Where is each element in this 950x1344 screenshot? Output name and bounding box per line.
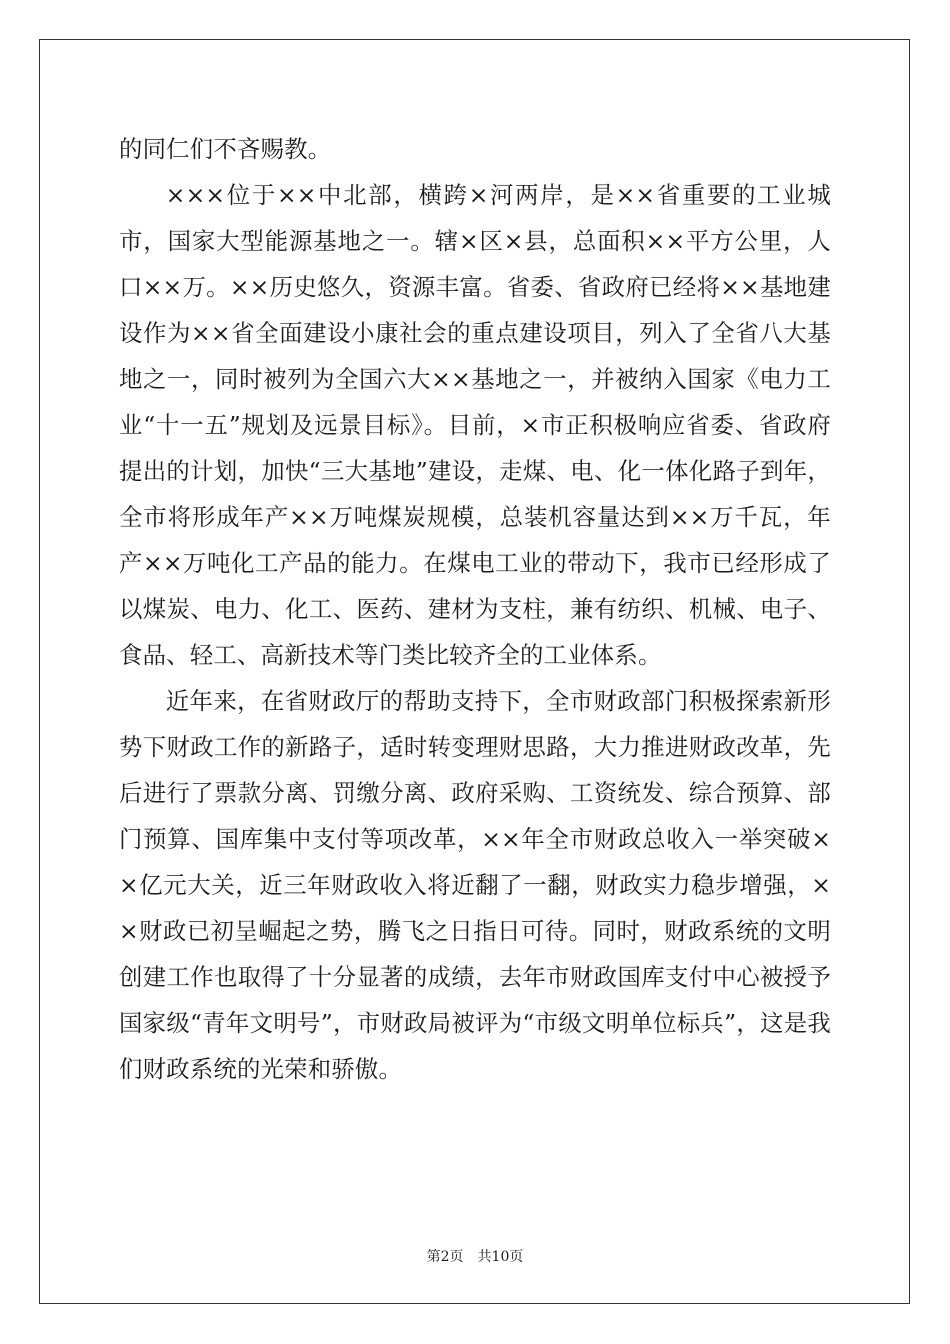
page-total: 共10页 — [477, 1249, 524, 1265]
paragraph-1: 的同仁们不吝赐教。 — [119, 135, 332, 163]
page-footer — [0, 1246, 950, 1266]
paragraph-3: 近年来，在省财政厅的帮助支持下，全市财政部门积极探索新形势下财政工作的新路子，适时转变理财思路，大力推进财政改革，先后进行了票款分离、罚缴分离、政府采购、工资统发、综合预算、部门预算、国库集中支付等项改革，××年全市财政总收入一举突破××亿元大关，近三年财政收入将近翻了一翻，财政实力稳步增强，××财政已初呈崛起之势，腾飞之日指日可待。同时，财政系统的文明创建工作也取得了十分显著的成绩，去年市财政国库支付中心被授予国家级“青年文明号”，市财政局被评为“市级文明单位标兵”，这是我们财政系统的光荣和骄傲。 — [119, 687, 831, 1083]
paragraph-2: ×××位于××中北部，横跨×河两岸，是××省重要的工业城市，国家大型能源基地之一。辖×区×县，总面积××平方公里，人口××万。××历史悠久，资源丰富。省委、省政府已经将××基地建设作为××省全面建设小康社会的重点建设项目，列入了全省八大基地之一，同时被列为全国六大××基地之一，并被纳入国家《电力工业“十一五”规划及远景目标》。目前，×市正积极响应省委、省政府提出的计划，加快“三大基地”建设，走煤、电、化一体化路子到年，全市将形成年产××万吨煤炭规模，总装机容量达到××万千瓦，年产××万吨化工产品的能力。在煤电工业的带动下，我市已经形成了以煤炭、电力、化工、医药、建材为支柱，兼有纺织、机械、电子、食品、轻工、高新技术等门类比较齐全的工业体系。 — [119, 181, 831, 669]
document-body — [119, 126, 831, 1092]
page-number: 第2页 — [426, 1249, 464, 1265]
